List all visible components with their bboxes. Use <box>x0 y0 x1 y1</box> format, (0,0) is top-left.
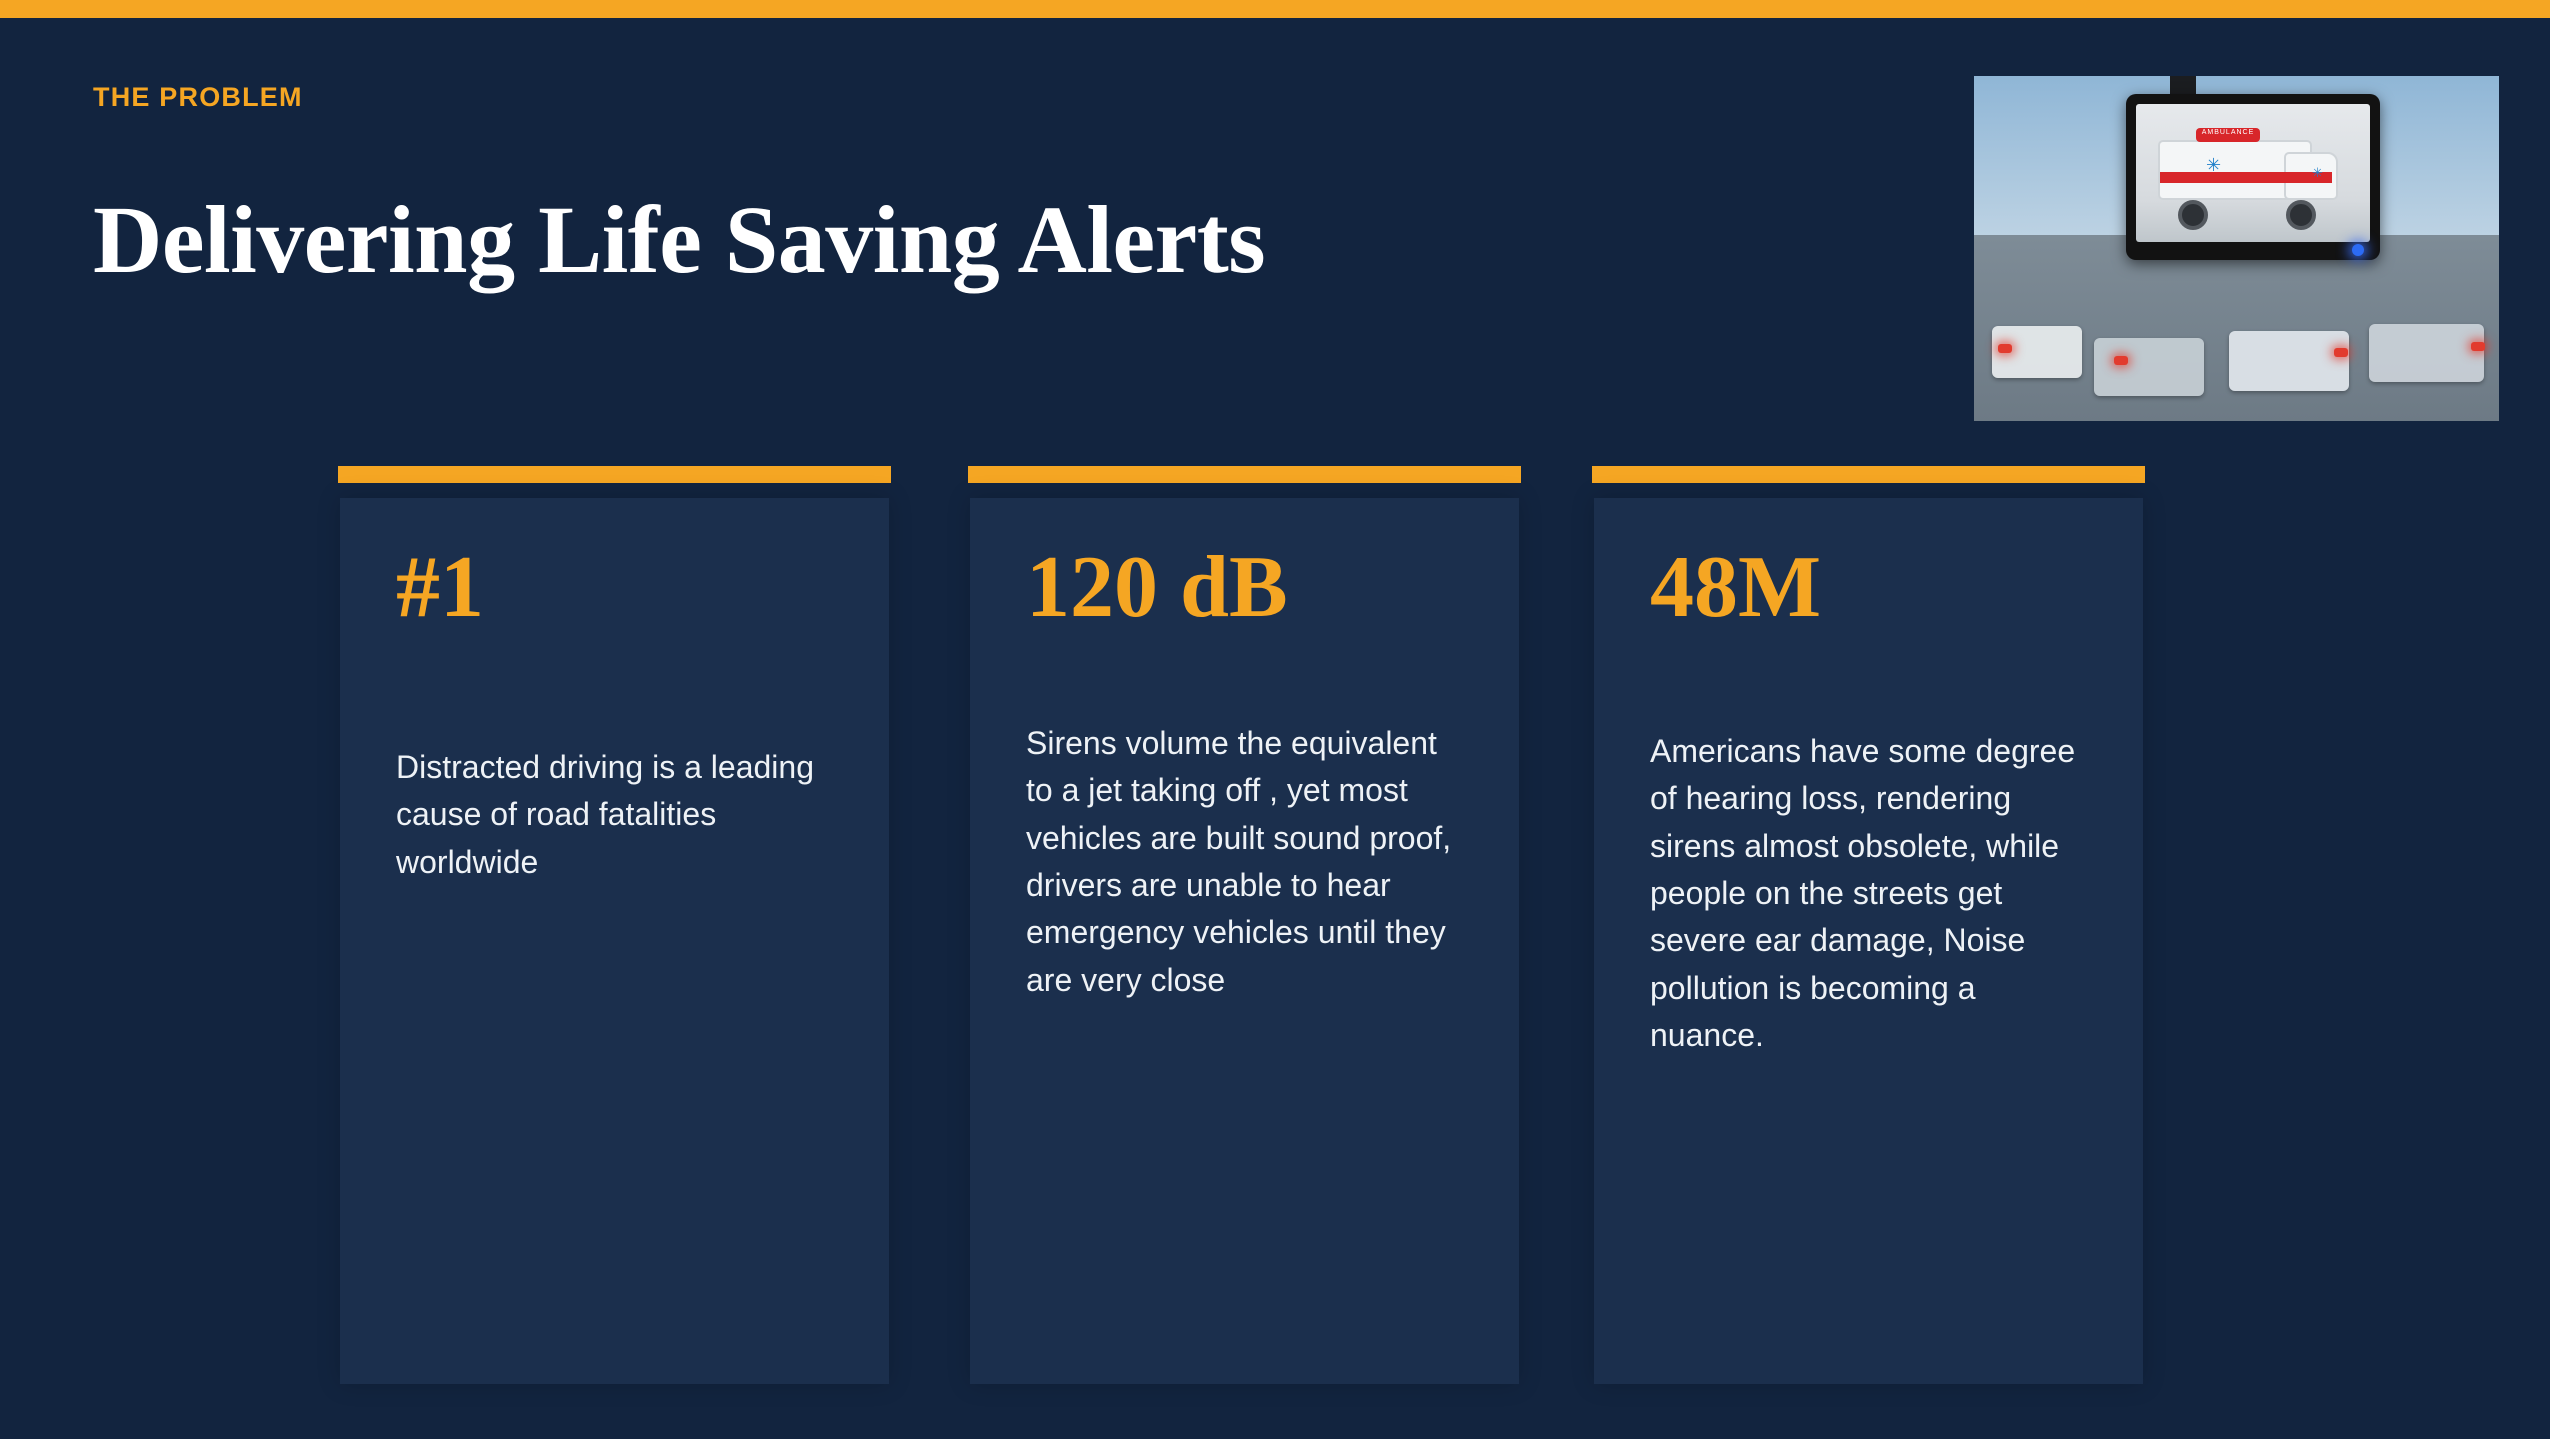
top-accent-bar <box>0 0 2550 18</box>
ambulance-wheel <box>2286 200 2316 230</box>
ambulance-wheel <box>2178 200 2208 230</box>
hero-image <box>1974 76 2499 421</box>
brake-light <box>1998 344 2012 353</box>
dashcam-screen <box>2136 104 2370 242</box>
traffic-car <box>2369 324 2484 382</box>
stat-value: #1 <box>396 539 484 636</box>
stat-card <box>338 466 891 1416</box>
brake-light <box>2114 356 2128 365</box>
traffic-car <box>2229 331 2349 391</box>
star-of-life-icon: ✳ <box>2312 165 2323 180</box>
ambulance-label: AMBULANCE <box>2201 129 2255 136</box>
stat-description: Americans have some degree of hearing loss, rendering sirens almost obsolete, while people on the streets get severe ear damage, Noise pollution is becoming a nuance. <box>1650 733 2076 1054</box>
card-accent-bar <box>338 466 891 483</box>
brake-light <box>2471 342 2485 351</box>
stat-card <box>1592 466 2145 1416</box>
ambulance-stripe <box>2160 172 2332 183</box>
dashcam-led-indicator <box>2352 244 2364 256</box>
brake-light <box>2334 348 2348 357</box>
section-eyebrow: THE PROBLEM <box>93 82 303 112</box>
stat-description: Sirens volume the equivalent to a jet taking off , yet most vehicles are built sound proof, drivers are unable to hear emergency vehicles until they are very close <box>1026 725 1452 998</box>
traffic-car <box>2094 338 2204 396</box>
card-accent-bar <box>968 466 1521 483</box>
stat-card-group <box>338 466 2150 1416</box>
dashcam-device <box>2126 94 2380 260</box>
stat-description: Distracted driving is a leading cause of road fatalities worldwide <box>396 749 814 880</box>
stat-value: 48M <box>1650 539 1822 636</box>
stat-value: 120 dB <box>1026 539 1288 636</box>
star-of-life-icon: ✳ <box>2206 155 2222 175</box>
stat-card <box>968 466 1521 1416</box>
page-title: Delivering Life Saving Alerts <box>93 186 1266 293</box>
card-accent-bar <box>1592 466 2145 483</box>
